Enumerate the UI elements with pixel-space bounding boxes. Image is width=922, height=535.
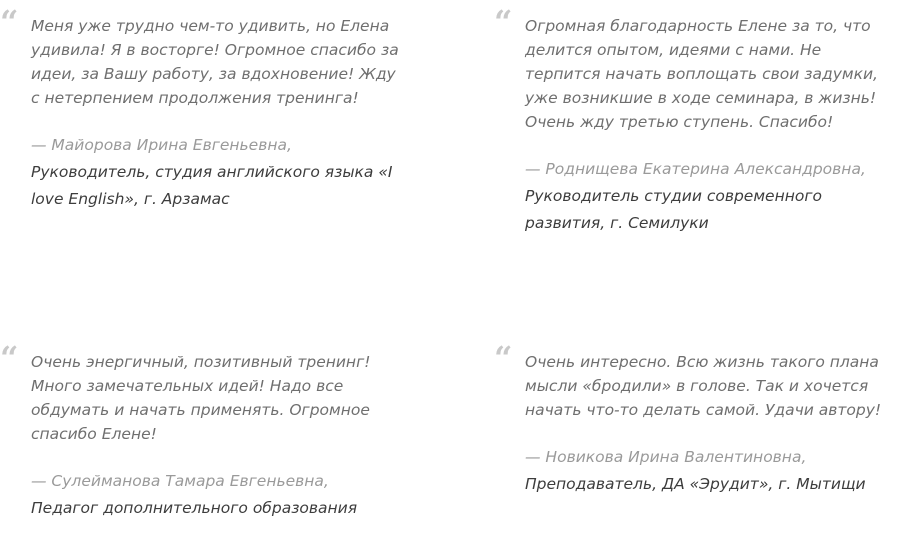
- quote-icon: “: [0, 3, 19, 41]
- author-role: Руководитель студии современного развития, г. Семилуки: [525, 187, 822, 232]
- testimonial-text: Очень интересно. Всю жизнь такого плана мысли «бродили» в голове. Так и хочется начать что-то делать самой. Удачи автору!: [525, 353, 882, 419]
- author-role: Руководитель, студия английского языка «I love English», г. Арзамас: [31, 163, 393, 208]
- testimonial: [494, 339, 894, 498]
- quote-icon: “: [494, 3, 513, 41]
- testimonial-text: Очень энергичный, позитивный тренинг! Много замечательных идей! Надо все обдумать и начать применять. Огромное спасибо Елене!: [31, 353, 371, 443]
- testimonial-attribution: [31, 468, 400, 522]
- quote-icon: “: [0, 339, 19, 377]
- author-role: Педагог дополнительного образования: [31, 499, 358, 517]
- author-name: — Новикова Ирина Валентиновна,: [525, 448, 807, 466]
- testimonial: [494, 3, 894, 237]
- testimonial-attribution: [31, 132, 400, 213]
- testimonial: [0, 339, 400, 522]
- author-role: Преподаватель, ДА «Эрудит», г. Мытищи: [525, 475, 866, 493]
- testimonial-text: Огромная благодарность Елене за то, что делится опытом, идеями с нами. Не терпится начать воплощать свои задумки, уже возникшие в ходе семинара, в жизнь! Очень жду третью ступень. Спасибо!: [525, 17, 878, 131]
- testimonial-text: Меня уже трудно чем-то удивить, но Елена удивила! Я в восторге! Огромное спасибо за идеи, за Вашу работу, за вдохновение! Жду с нетерпением продолжения тренинга!: [31, 17, 399, 107]
- author-name: — Роднищева Екатерина Александровна,: [525, 160, 866, 178]
- quote-icon: “: [494, 339, 513, 377]
- testimonial-attribution: [525, 444, 894, 498]
- author-name: — Сулейманова Тамара Евгеньевна,: [31, 472, 329, 490]
- testimonial-attribution: [525, 156, 894, 237]
- author-name: — Майорова Ирина Евгеньевна,: [31, 136, 292, 154]
- testimonial: [0, 3, 400, 213]
